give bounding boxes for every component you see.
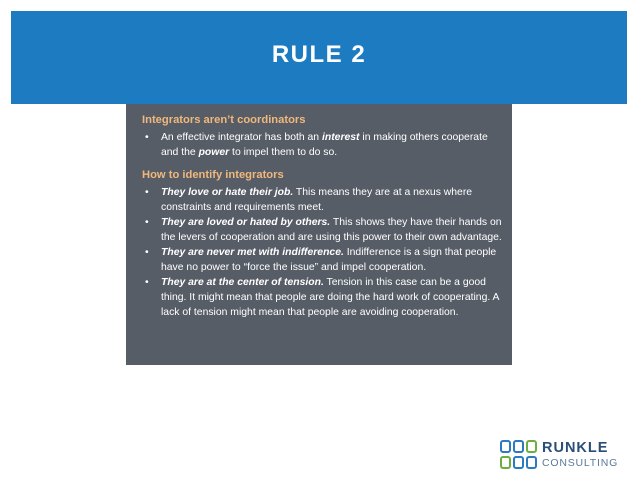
item-text: Tension in this case can be a good thing. It might mean that people are doing the hard work of cooperating. A lack of tension might mean that people are avoiding cooperation. [161, 277, 499, 318]
bullet-icon: • [145, 132, 149, 143]
list-item [142, 130, 504, 160]
item-emphasis: power [198, 147, 230, 158]
list-item [142, 185, 504, 215]
item-emphasis: They love or hate their job. [161, 187, 294, 198]
item-text: An effective integrator has both an [161, 132, 322, 143]
item-text: This means they are at a nexus where constraints and requirements meet. [161, 187, 473, 213]
slide-title: RULE 2 [271, 40, 367, 68]
bullet-icon: • [145, 247, 149, 258]
item-emphasis: They are at the center of tension. [161, 277, 324, 288]
item-emphasis: They are never met with indifference. [161, 247, 344, 258]
section-list-coordinators [142, 130, 504, 160]
list-item [142, 215, 504, 245]
section-list-identify [142, 185, 504, 320]
item-text: This shows they have their hands on the levers of cooperation and are using this power to their own advantage. [161, 217, 502, 243]
item-emphasis: interest [321, 132, 360, 143]
section-heading-identify: How to identify integrators [142, 169, 284, 181]
logo-tagline: CONSULTING [542, 457, 619, 469]
list-item [142, 275, 504, 320]
list-item [142, 245, 504, 275]
slide-title-bar [11, 11, 627, 104]
item-text: to impel them to do so. [229, 147, 338, 158]
logo-wordmark: RUNKLE [542, 440, 609, 456]
bullet-icon: • [145, 187, 149, 198]
section-heading-coordinators: Integrators aren’t coordinators [142, 114, 306, 126]
logo-mark-icon [500, 440, 538, 470]
item-text: in making others cooperate and the [161, 132, 488, 158]
item-text: Indifference is a sign that people have no power to “force the issue” and impel cooperation. [161, 247, 497, 273]
item-emphasis: They are loved or hated by others. [161, 217, 331, 228]
content-panel [126, 104, 512, 365]
bullet-icon: • [145, 277, 149, 288]
bullet-icon: • [145, 217, 149, 228]
runkle-consulting-logo [500, 440, 620, 470]
